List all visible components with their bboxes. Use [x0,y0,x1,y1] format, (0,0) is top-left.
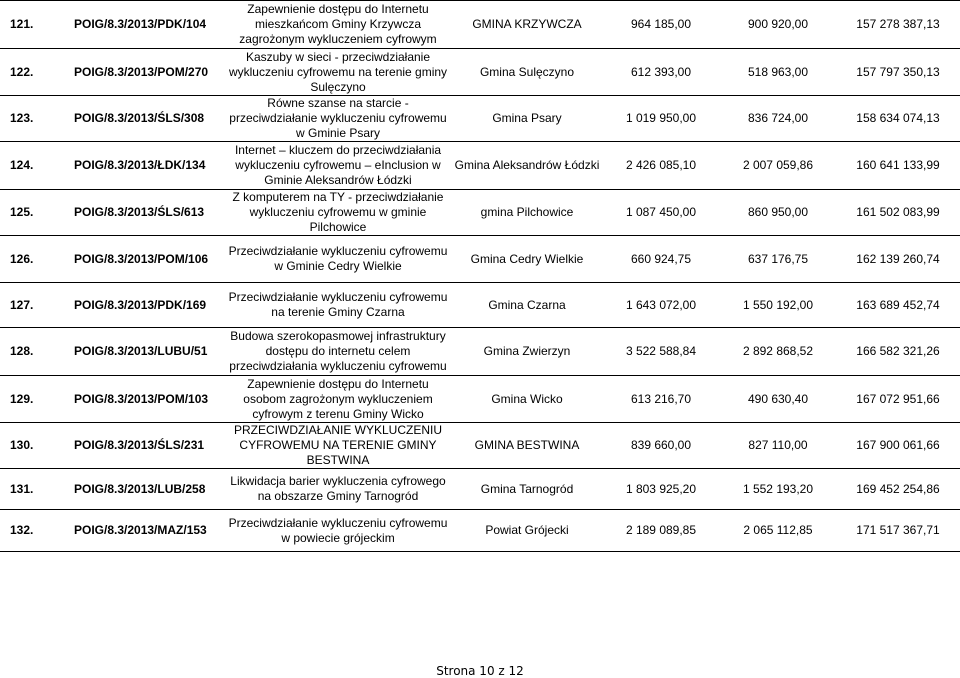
co-financing-cell: 2 065 112,85 [743,523,813,537]
total-value-cell: 1 019 950,00 [625,111,697,125]
row-number-cell: 124. [10,158,34,172]
beneficiary-cell: Gmina Czarna [488,297,566,312]
row-number-cell: 132. [10,523,34,537]
beneficiary-cell: Powiat Grójecki [485,523,569,537]
cumulative-sum-cell: 167 900 061,66 [856,438,940,452]
table-row [0,423,960,469]
project-code-cell: POIG/8.3/2013/ŚLS/308 [74,111,205,125]
project-title-cell: Przeciwdziałanie wykluczeniu cyfrowemu na terenie Gminy Czarna [228,290,448,319]
table-row [0,510,960,552]
total-value-cell: 2 189 089,85 [625,523,697,537]
project-code-cell: POIG/8.3/2013/ŁDK/134 [74,158,206,172]
table-row [0,469,960,510]
co-financing-cell: 900 920,00 [747,17,809,31]
row-number-cell: 128. [10,344,34,358]
co-financing-cell: 518 963,00 [747,64,809,79]
page-number-label: Strona 10 z 12 [436,664,524,678]
projects-table-body [0,1,960,552]
project-code-cell: POIG/8.3/2013/ŚLS/613 [74,205,205,219]
beneficiary-cell: Gmina Wicko [491,391,563,406]
project-code-cell: POIG/8.3/2013/LUB/258 [74,481,206,496]
total-value-cell: 660 924,75 [630,251,692,266]
total-value-cell: 1 643 072,00 [625,297,697,312]
project-code-cell: POIG/8.3/2013/MAZ/153 [74,523,207,537]
row-number-cell: 130. [10,438,34,452]
table-row [0,49,960,96]
co-financing-cell: 637 176,75 [747,251,809,266]
project-title-cell: Przeciwdziałanie wykluczeniu cyfrowemu w powiecie grójeckim [228,515,448,545]
cumulative-sum-cell: 171 517 367,71 [856,523,940,537]
total-value-cell: 613 216,70 [630,391,692,406]
table-row [0,236,960,283]
project-title-cell: Przeciwdziałanie wykluczeniu cyfrowemu w Gminie Cedry Wielkie [228,244,448,273]
beneficiary-cell: gmina Pilchowice [480,205,574,219]
co-financing-cell: 2 007 059,86 [742,158,814,172]
project-code-cell: POIG/8.3/2013/POM/103 [74,391,209,406]
cumulative-sum-cell: 166 582 321,26 [856,344,940,358]
project-code-cell: POIG/8.3/2013/PDK/169 [74,297,207,312]
table-row [0,283,960,328]
beneficiary-cell: Gmina Cedry Wielkie [470,251,584,266]
total-value-cell: 2 426 085,10 [625,158,697,172]
cumulative-sum-cell: 162 139 260,74 [856,251,940,266]
total-value-cell: 1 087 450,00 [625,205,697,219]
beneficiary-cell: Gmina Aleksandrów Łódzki [454,158,600,172]
total-value-cell: 964 185,00 [630,17,692,31]
total-value-cell: 839 660,00 [630,438,692,452]
project-title-cell: Zapewnienie dostępu do Internetu mieszkańcom Gminy Krzywcza zagrożonym wykluczeniem cyfrowym [239,2,437,46]
project-title-cell: Budowa szerokopasmowej infrastruktury dostępu do internetu celem przeciwdziałania wykluczeniu cyfrowemu [229,329,447,373]
total-value-cell: 1 803 925,20 [625,481,697,496]
row-number-cell: 126. [10,251,34,266]
project-code-cell: POIG/8.3/2013/ŚLS/231 [74,438,205,452]
project-title-cell: Zapewnienie dostępu do Internetu osobom zagrożonym wykluczeniem cyfrowym z terenu Gminy Wicko [243,376,433,421]
beneficiary-cell: GMINA KRZYWCZA [472,17,582,31]
row-number-cell: 122. [10,64,34,79]
cumulative-sum-cell: 169 452 254,86 [856,481,940,496]
project-title-cell: Likwidacja barier wykluczenia cyfrowego na obszarze Gminy Tarnogród [230,474,446,503]
row-number-cell: 129. [10,391,34,406]
row-number-cell: 121. [10,17,34,31]
co-financing-cell: 490 630,40 [747,391,809,406]
co-financing-cell: 827 110,00 [748,438,808,452]
total-value-cell: 3 522 588,84 [625,344,697,358]
cumulative-sum-cell: 160 641 133,99 [856,158,940,172]
row-number-cell: 125. [10,205,34,219]
project-title-cell: PRZECIWDZIAŁANIE WYKLUCZENIU CYFROWEMU NA TERENIE GMINY BESTWINA [233,423,443,467]
co-financing-cell: 860 950,00 [747,205,809,219]
table-row [0,1,960,49]
row-number-cell: 131. [10,481,34,496]
project-code-cell: POIG/8.3/2013/POM/106 [74,251,209,266]
co-financing-cell: 2 892 868,52 [742,344,814,358]
cumulative-sum-cell: 163 689 452,74 [856,297,940,312]
project-code-cell: POIG/8.3/2013/PDK/104 [74,17,207,31]
beneficiary-cell: GMINA BESTWINA [474,438,580,452]
cumulative-sum-cell: 167 072 951,66 [856,391,940,406]
cumulative-sum-cell: 161 502 083,99 [856,205,940,219]
page-footer [0,664,960,678]
cumulative-sum-cell: 158 634 074,13 [856,111,940,125]
table-row [0,142,960,190]
beneficiary-cell: Gmina Tarnogród [480,481,574,496]
cumulative-sum-cell: 157 797 350,13 [856,64,940,79]
project-title-cell: Równe szanse na starcie - przeciwdziałanie wykluczeniu cyfrowemu w Gminie Psary [229,96,447,140]
co-financing-cell: 1 552 193,20 [742,481,814,496]
table-row [0,376,960,423]
table-row [0,96,960,142]
project-code-cell: POIG/8.3/2013/POM/270 [74,64,209,79]
co-financing-cell: 1 550 192,00 [742,297,814,312]
total-value-cell: 612 393,00 [630,64,692,79]
project-title-cell: Internet – kluczem do przeciwdziałania wykluczeniu cyfrowemu – eInclusion w Gminie Aleksandrów Łódzki [234,143,442,187]
table-row [0,328,960,376]
project-code-cell: POIG/8.3/2013/LUBU/51 [74,344,208,358]
beneficiary-cell: Gmina Psary [492,111,562,125]
table-row [0,190,960,236]
beneficiary-cell: Gmina Zwierzyn [483,344,571,358]
co-financing-cell: 836 724,00 [747,111,809,125]
project-title-cell: Z komputerem na TY - przeciwdziałanie wykluczeniu cyfrowemu w gminie Pilchowice [232,190,444,234]
cumulative-sum-cell: 157 278 387,13 [856,17,940,31]
row-number-cell: 123. [10,111,34,125]
project-title-cell: Kaszuby w sieci - przeciwdziałanie wykluczeniu cyfrowemu na terenie gminy Sulęczyno [228,49,448,94]
beneficiary-cell: Gmina Sulęczyno [479,64,575,79]
row-number-cell: 127. [10,297,34,312]
